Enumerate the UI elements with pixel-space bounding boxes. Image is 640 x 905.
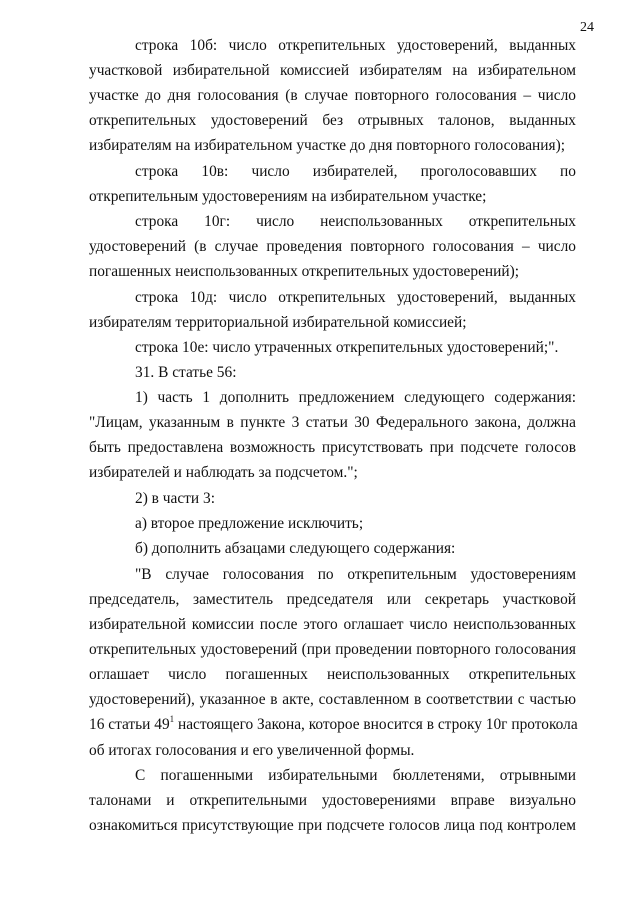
- text-line-content: "Лицам, указанным в пункте 3 статьи 30 Федерального закона, должна: [89, 414, 576, 431]
- page-number: 24: [580, 20, 594, 35]
- text-line-content: участке до дня голосования (в случае повторного голосования – число: [89, 87, 576, 104]
- text-line: [135, 287, 576, 309]
- text-line-content: открепительных удостоверений (при проведении повторного голосования: [89, 641, 576, 658]
- text-line: [89, 60, 576, 82]
- text-line: [135, 35, 576, 57]
- text-line: [89, 639, 576, 661]
- text-line-content: открепительных удостоверений без отрывных талонов, выданных: [89, 112, 576, 129]
- text-line: [89, 437, 576, 459]
- text-line: [89, 261, 576, 283]
- text-line: [89, 110, 576, 132]
- text-line-content: ознакомиться присутствующие при подсчете голосов лица под контролем: [89, 817, 576, 834]
- text-line-content: избирателей и наблюдать за подсчетом.";: [89, 464, 358, 481]
- text-line: [135, 513, 576, 535]
- text-line-content: С погашенными избирательными бюллетенями, отрывными: [135, 767, 576, 784]
- text-line: [135, 387, 576, 409]
- superscript: 1: [169, 713, 175, 724]
- text-line-content: строка 10в: число избирателей, проголосовавших по: [135, 163, 576, 180]
- text-line-content: быть предоставлена возможность присутствовать при подсчете голосов: [89, 439, 576, 456]
- text-line-content: удостоверений), указанное в акте, составленном в соответствии с частью: [89, 691, 576, 708]
- text-line-content: открепительным удостоверениям на избирательном участке;: [89, 188, 487, 205]
- text-line: [89, 589, 576, 611]
- text-line-content: 16 статьи 49: [89, 716, 170, 733]
- text-line-content: председатель, заместитель председателя или секретарь участковой: [89, 591, 576, 608]
- text-line: [89, 312, 576, 334]
- text-line-content: удостоверений (в случае проведения повторного голосования – число: [89, 238, 576, 255]
- text-line: [89, 85, 576, 107]
- text-line: [89, 815, 576, 837]
- text-line: [135, 488, 576, 510]
- text-line: [135, 337, 576, 359]
- text-line-content: а) второе предложение исключить;: [135, 515, 364, 532]
- text-line: [135, 564, 576, 586]
- text-line: [89, 790, 576, 812]
- text-line-content: оглашает число погашенных неиспользованных открепительных: [89, 666, 576, 683]
- text-line-content: 2) в части 3:: [135, 490, 215, 507]
- text-line-content: талонами и открепительными удостоверениями вправе визуально: [89, 792, 576, 809]
- text-line: [89, 186, 576, 208]
- text-line: [135, 211, 576, 233]
- text-line-content: участковой избирательной комиссией избирателям на избирательном: [89, 62, 576, 79]
- text-line: [89, 462, 576, 484]
- text-line-content: строка 10б: число открепительных удостоверений, выданных: [135, 37, 576, 54]
- text-line: [89, 135, 576, 157]
- text-line: [135, 362, 576, 384]
- text-line-content: "В случае голосования по открепительным удостоверениям: [135, 566, 576, 583]
- text-line-content: избирательной комиссии после этого оглашает число неиспользованных: [89, 616, 576, 633]
- text-line: [89, 714, 576, 736]
- text-line: [135, 538, 576, 560]
- text-line: [89, 614, 576, 636]
- text-line: [89, 740, 576, 762]
- text-line: [135, 765, 576, 787]
- text-line-content: строка 10г: число неиспользованных открепительных: [135, 213, 576, 230]
- text-line-content: погашенных неиспользованных открепительных удостоверений);: [89, 263, 520, 280]
- text-line-content: б) дополнить абзацами следующего содержания:: [135, 540, 456, 557]
- text-line: [89, 412, 576, 434]
- text-line-content: 31. В статье 56:: [135, 364, 237, 381]
- text-line-continuation: настоящего Закона, которое вносится в строку 10г протокола: [174, 716, 578, 733]
- text-line-content: об итогах голосования и его увеличенной формы.: [89, 742, 415, 759]
- text-line-content: строка 10д: число открепительных удостоверений, выданных: [135, 289, 576, 306]
- text-line: [89, 664, 576, 686]
- text-line-content: 1) часть 1 дополнить предложением следующего содержания:: [135, 389, 576, 406]
- text-line-content: строка 10е: число утраченных открепительных удостоверений;".: [135, 339, 559, 356]
- text-line: [89, 236, 576, 258]
- text-line: [135, 161, 576, 183]
- text-line-content: избирателям территориальной избирательной комиссией;: [89, 314, 467, 331]
- text-line-content: избирателям на избирательном участке до дня повторного голосования);: [89, 137, 565, 154]
- text-line: [89, 689, 576, 711]
